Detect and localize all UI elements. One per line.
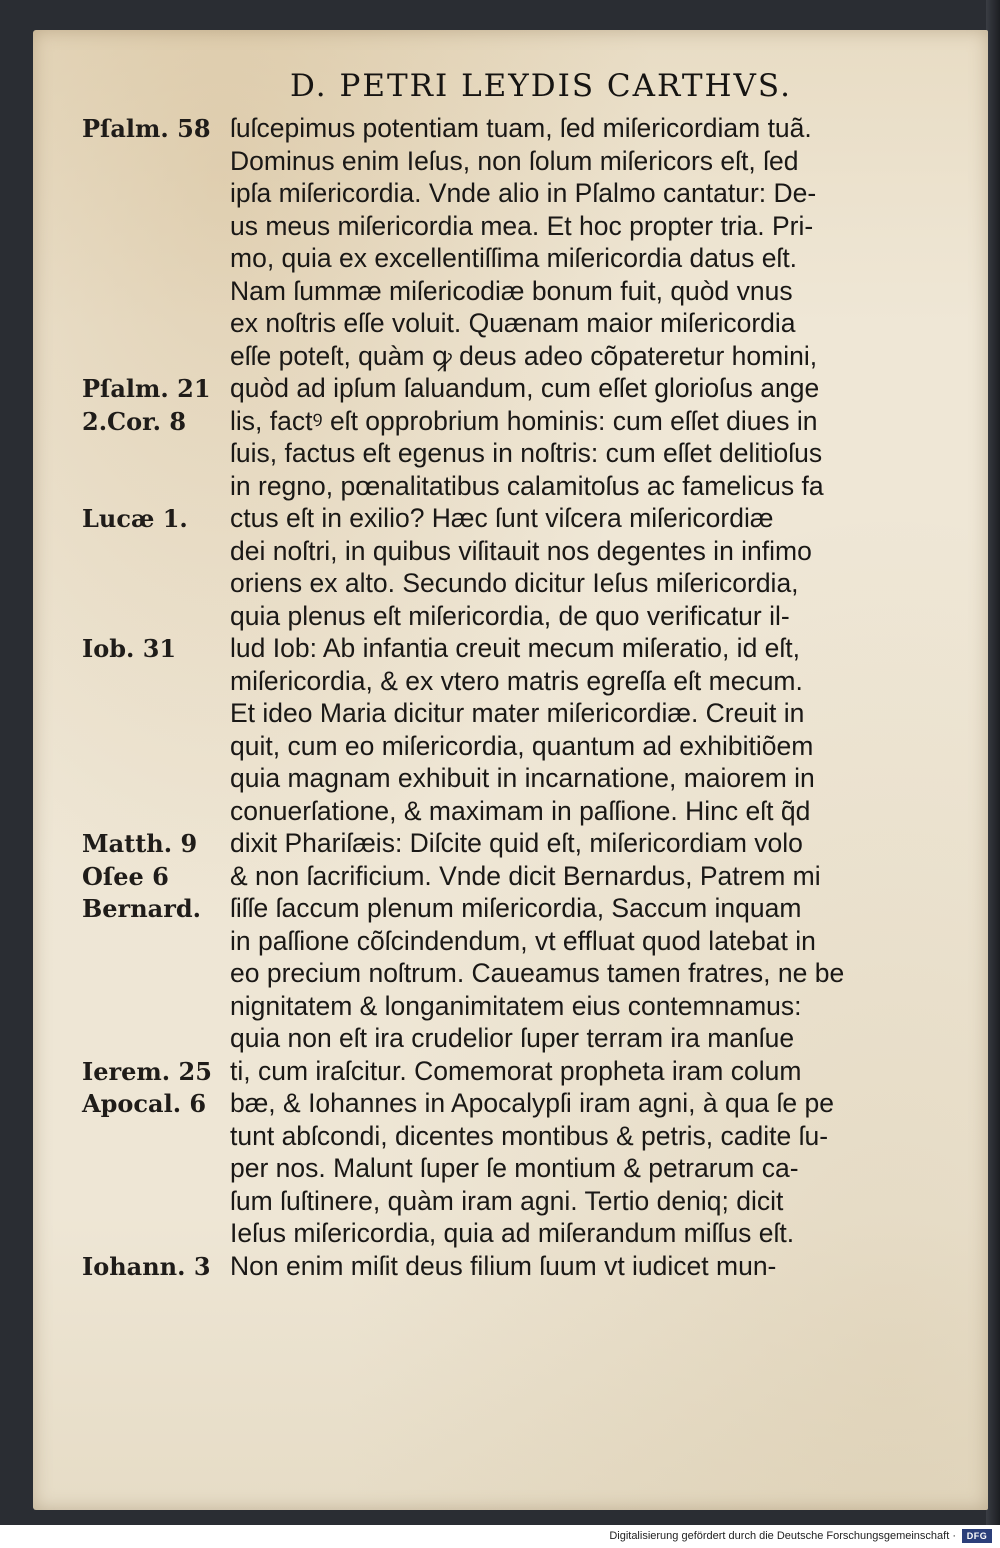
text-line: ipſa miſericordia. Vnde alio in Pſalmo cantatur: De-: [230, 178, 817, 208]
text-line: tunt abſcondi, dicentes montibus & petris, cadite ſu-: [230, 1120, 829, 1151]
text-line: eſſe poteſt, quàm ꝙ deus adeo cõpateretur homini,: [230, 340, 818, 371]
text-line: miſericordia, & ex vtero matris egreſſa eſt mecum.: [230, 665, 803, 696]
text-line: us meus miſericordia mea. Et hoc propter tria. Pri-: [230, 210, 814, 241]
text-line: ti, cum iraſcitur. Comemorat propheta iram colum: [230, 1055, 802, 1086]
text-line: Non enim miſit deus filium ſuum vt iudicet mun-: [230, 1250, 777, 1281]
text-line: lud Iob: Ab infantia creuit mecum miſeratio, id eſt,: [230, 633, 801, 663]
text-line: ctus eſt in exilio? Hæc ſunt viſcera miſericordiæ: [230, 503, 774, 533]
text-line: eo precium noſtrum. Caueamus tamen fratres, ne be: [230, 958, 845, 988]
marginal-note: Iohann. 3: [82, 1251, 211, 1281]
dfg-logo-icon: DFG: [962, 1529, 992, 1543]
text-line: per nos. Malunt ſuper ſe montium & petrarum ca-: [230, 1153, 799, 1183]
text-line: in regno, pœnalitatibus calamitoſus ac famelicus fa: [230, 470, 824, 501]
text-line: bæ, & Iohannes in Apocalypſi iram agni, à qua ſe pe: [230, 1088, 835, 1118]
text-line: dei noſtri, in quibus viſitauit nos degentes in infimo: [230, 535, 812, 566]
text-line: oriens ex alto. Secundo dicitur Ieſus miſericordia,: [230, 568, 799, 598]
text-line: lis, factꝰ eſt opprobrium hominis: cum eſſet diues in: [230, 405, 818, 436]
marginal-note: Pſalm. 21: [82, 374, 211, 403]
text-line: dixit Phariſæis: Diſcite quid eſt, miſericordiam volo: [230, 828, 803, 858]
marginal-note: Oſee 6: [82, 861, 169, 891]
marginal-note: Ierem. 25: [82, 1056, 212, 1086]
marginal-note: Lucæ 1.: [82, 504, 188, 533]
text-line: ex noſtris eſſe voluit. Quænam maior miſericordia: [230, 308, 796, 338]
text-line: Et ideo Maria dicitur mater miſericordiæ. Creuit in: [230, 698, 805, 728]
text-line: quòd ad ipſum ſaluandum, cum eſſet glorioſus ange: [230, 373, 820, 403]
footer-bar: [0, 1525, 1000, 1548]
footer-credit: Digitalisierung gefördert durch die Deutsche Forschungsgemeinschaft ·: [609, 1530, 956, 1542]
text-line: quia non eſt ira crudelior ſuper terram ira manſue: [230, 1023, 795, 1053]
text-line: conuerſatione, & maximam in paſſione. Hinc eſt q̃d: [230, 795, 811, 826]
text-line: quia plenus eſt miſericordia, de quo verificatur il-: [230, 600, 790, 631]
marginal-note: Iob. 31: [82, 634, 177, 663]
text-line: ſiſſe ſaccum plenum miſericordia, Saccum inquam: [230, 893, 802, 923]
marginal-note: 2.Cor. 8: [82, 406, 187, 436]
marginal-note: Apocal. 6: [82, 1089, 207, 1118]
text-line: quia magnam exhibuit in incarnatione, maiorem in: [230, 763, 815, 793]
marginal-note: Pſalm. 58: [82, 114, 211, 143]
text-line: nignitatem & longanimitatem eius contemnamus:: [230, 990, 802, 1021]
marginal-note: Matth. 9: [82, 829, 198, 858]
text-line: mo, quia ex excellentiſſima miſericordia datus eſt.: [230, 243, 798, 273]
scan-edge: [986, 0, 1000, 1525]
text-line: & non ſacrificium. Vnde dicit Bernardus, Patrem mi: [230, 860, 821, 891]
text-line: Ieſus miſericordia, quia ad miſerandum miſſus eſt.: [230, 1218, 795, 1248]
text-line: ſum ſuſtinere, quàm iram agni. Tertio deniq; dicit: [230, 1185, 784, 1216]
text-line: quit, cum eo miſericordia, quantum ad exhibitiõem: [230, 730, 814, 761]
running-head: D. PETRI LEYDIS CARTHVS.: [290, 68, 792, 104]
text-line: Nam ſummæ miſericodiæ bonum fuit, quòd vnus: [230, 275, 793, 306]
text-line: in paſſione cõſcindendum, vt effluat quod latebat in: [230, 925, 816, 956]
text-line: ſuſcepimus potentiam tuam, ſed miſericordiam tuã.: [230, 113, 812, 143]
text-line: ſuis, factus eſt egenus in noſtris: cum eſſet delitioſus: [230, 438, 823, 468]
text-line: Dominus enim Ieſus, non ſolum miſericors eſt, ſed: [230, 145, 799, 176]
main-text-block: [230, 112, 920, 1282]
marginal-note: Bernard.: [82, 894, 201, 923]
